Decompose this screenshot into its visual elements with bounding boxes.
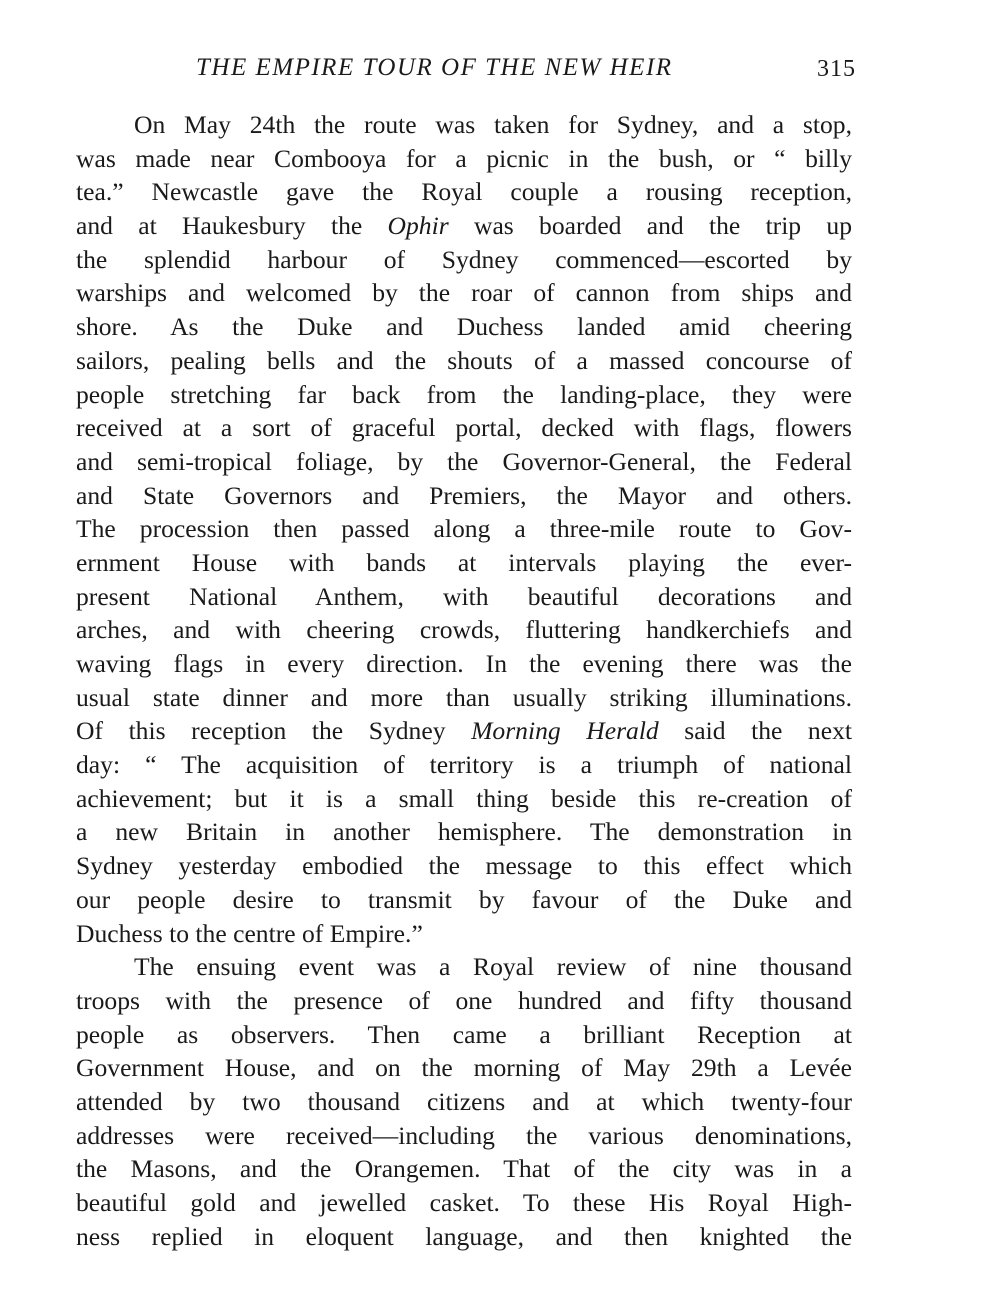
text-line: addresses were received—including the various denominations, (76, 1120, 852, 1150)
text-line: On May 24th the route was taken for Sydney, and a stop, (134, 110, 852, 139)
text-segment: Of this reception the Sydney (76, 716, 472, 746)
text-line: day: “ The acquisition of territory is a triumph of national (76, 750, 852, 780)
text-line: achievement; but it is a small thing beside this re-creation of (76, 783, 852, 813)
text-line: a new Britain in another hemisphere. The demonstration in (76, 817, 852, 847)
paragraph-1 (76, 108, 852, 950)
text-line: troops with the presence of one hundred and fifty thousand (76, 985, 852, 1015)
newspaper-name: Morning Herald (471, 716, 659, 746)
text-line: ernment House with bands at intervals playing the ever- (76, 547, 852, 577)
text-line: the Masons, and the Orangemen. That of the city was in a (76, 1154, 852, 1184)
text-line: present National Anthem, with beautiful decorations and (76, 581, 852, 611)
page-number: 315 (817, 56, 856, 82)
text-line: Duchess to the centre of Empire.” (76, 918, 423, 948)
text-line: beautiful gold and jewelled casket. To these His Royal High- (76, 1188, 852, 1217)
text-line: was made near Combooya for a picnic in the bush, or “ billy (76, 143, 852, 173)
text-line: our people desire to transmit by favour of the Duke and (76, 884, 852, 914)
text-line (76, 209, 852, 243)
text-line (76, 714, 852, 748)
text-line: the splendid harbour of Sydney commenced—escorted by (76, 244, 852, 274)
text-line: tea.” Newcastle gave the Royal couple a rousing reception, (76, 177, 852, 207)
text-line: warships and welcomed by the roar of cannon from ships and (76, 278, 852, 308)
text-line: usual state dinner and more than usually striking illuminations. (76, 682, 852, 712)
text-line: and State Governors and Premiers, the Mayor and others. (76, 480, 852, 510)
text-line: people as observers. Then came a brilliant Reception at (76, 1019, 852, 1049)
text-line: attended by two thousand citizens and at which twenty-four (76, 1086, 852, 1116)
text-line: people stretching far back from the landing-place, they were (76, 379, 852, 409)
text-segment: was boarded and the trip up (448, 211, 852, 241)
page-header (76, 54, 856, 88)
text-line: Sydney yesterday embodied the message to this effect which (76, 851, 852, 881)
text-segment: said the next (658, 716, 852, 746)
paragraph-2 (76, 950, 852, 1253)
text-line: The ensuing event was a Royal review of nine thousand (134, 952, 852, 982)
text-line: received at a sort of graceful portal, decked with flags, flowers (76, 413, 852, 443)
running-title: THE EMPIRE TOUR OF THE NEW HEIR (196, 54, 673, 81)
body-text (76, 108, 852, 1253)
text-line: arches, and with cheering crowds, fluttering handkerchiefs and (76, 615, 852, 645)
text-line: Government House, and on the morning of May 29th a Levée (76, 1053, 852, 1083)
ship-name: Ophir (387, 211, 449, 241)
text-line: ness replied in eloquent language, and then knighted the (76, 1221, 852, 1251)
text-line: shore. As the Duke and Duchess landed amid cheering (76, 312, 852, 342)
text-line: waving flags in every direction. In the evening there was the (76, 649, 852, 678)
text-segment: and at Haukesbury the (76, 211, 388, 241)
text-line: and semi-tropical foliage, by the Governor-General, the Federal (76, 446, 852, 476)
text-line: The procession then passed along a three-mile route to Gov- (76, 514, 852, 544)
text-line: sailors, pealing bells and the shouts of a massed concourse of (76, 345, 852, 375)
